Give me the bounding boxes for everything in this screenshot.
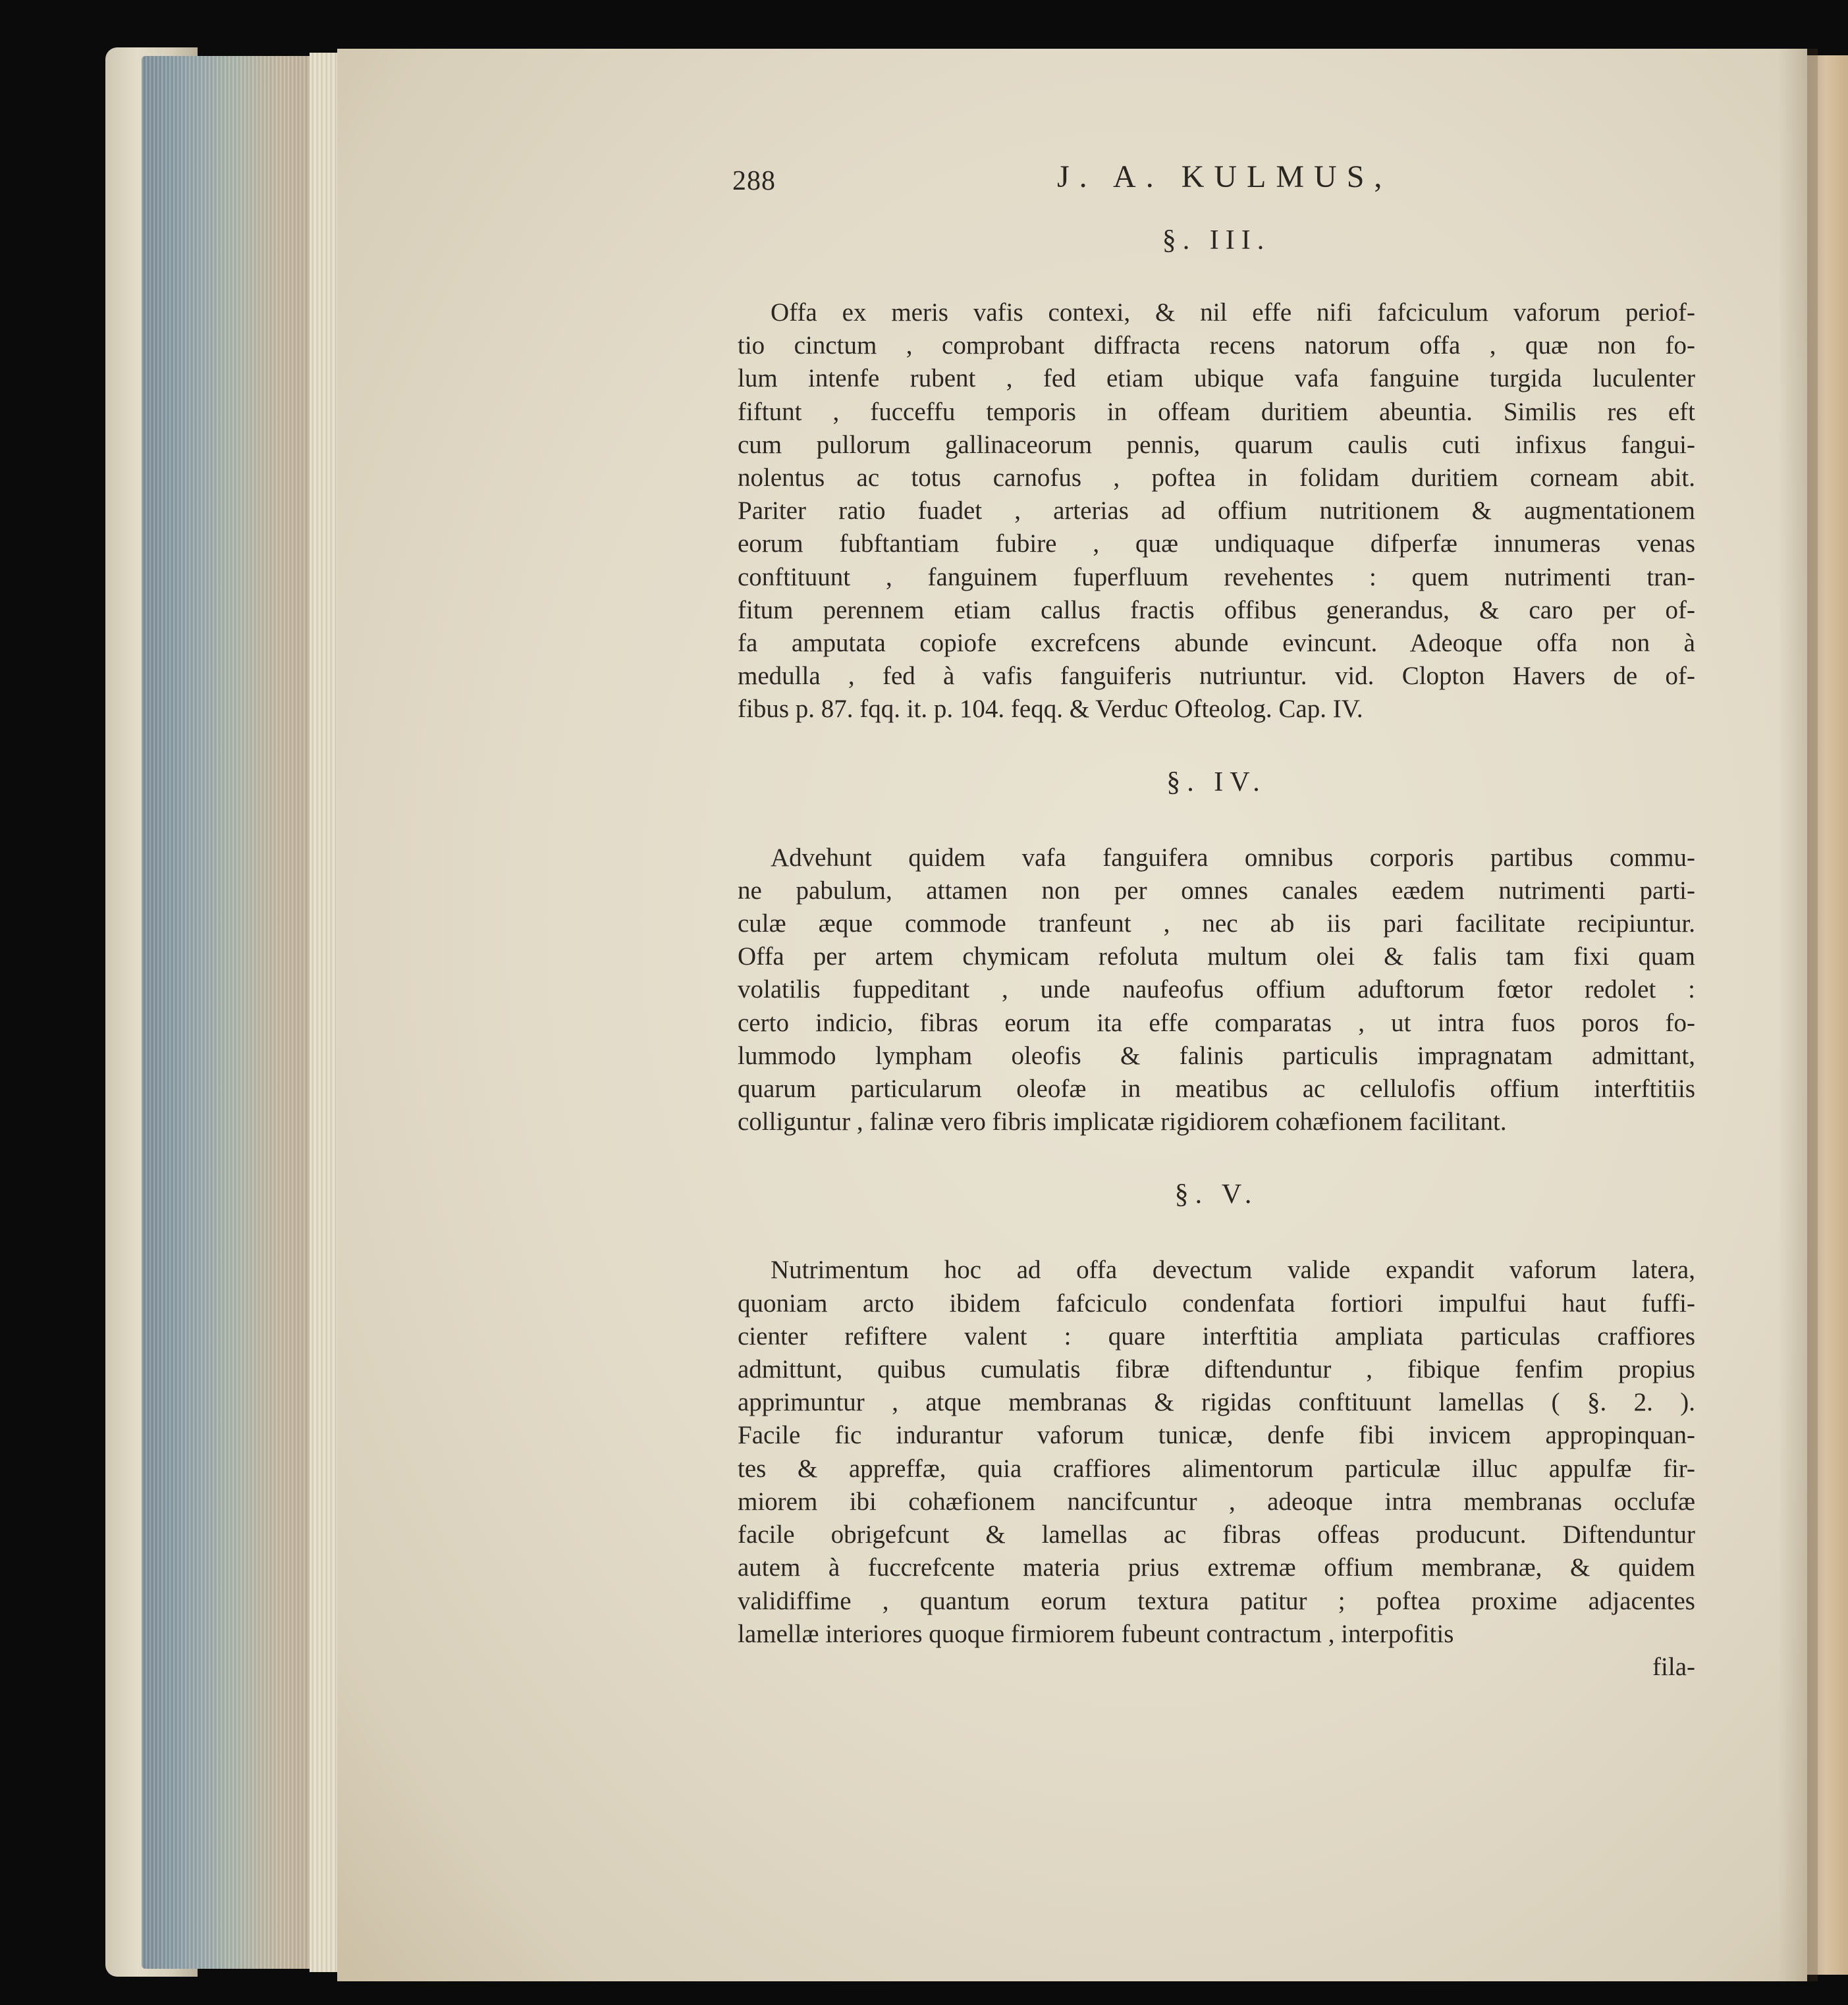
s4-line: lummodo lympham oleofis & falinis particulis impragnatam admittant, — [738, 1041, 1695, 1070]
section-3-title: §. III. — [1162, 225, 1271, 255]
s3-line: lum intenfe rubent , fed etiam ubique vafa fanguine turgida luculenter — [738, 364, 1695, 393]
s4-line: Offa per artem chymicam refoluta multum olei & falis tam fixi quam — [738, 942, 1695, 971]
s5-line: cienter refiftere valent : quare interftitia ampliata particulas craffiores — [738, 1322, 1695, 1350]
s5-line: quoniam arcto ibidem fafciculo condenfata fortiori impulfui haut fuffi- — [738, 1289, 1695, 1318]
s4-line: certo indicio, fibras eorum ita effe comparatas , ut intra fuos poros fo- — [738, 1008, 1695, 1037]
s3-line: fibus p. 87. fqq. it. p. 104. feqq. & Verduc Ofteolog. Cap. IV. — [738, 695, 1363, 724]
section-5-title: §. V. — [1174, 1179, 1259, 1210]
s3-line: Offa ex meris vafis contexi, & nil effe nifi fafciculum vaforum periof- — [771, 298, 1695, 327]
section-4-title: §. IV. — [1166, 766, 1266, 797]
s5-line: validiffime , quantum eorum textura patitur ; poftea proxime adjacentes — [738, 1586, 1695, 1615]
page-text — [732, 159, 1695, 1684]
s3-line: medulla , fed à vafis fanguiferis nutriuntur. vid. Clopton Havers de of- — [738, 662, 1695, 691]
s5-line: Nutrimentum hoc ad offa devectum valide expandit vaforum latera, — [771, 1256, 1695, 1285]
s3-line: fa amputata copiofe excrefcens abunde evincunt. Adeoque offa non à — [738, 629, 1695, 658]
gutter-shadow — [1778, 49, 1818, 1981]
s4-line: volatilis fuppeditant , unde naufeofus offium aduftorum fœtor redolet : — [738, 975, 1695, 1004]
s3-line: tio cinctum , comprobant diffracta recens natorum offa , quæ non fo- — [738, 331, 1695, 360]
s4-line: Advehunt quidem vafa fanguifera omnibus corporis partibus commu- — [771, 843, 1695, 872]
running-head-title: J. A. KULMUS, — [1057, 159, 1392, 194]
s5-line: admittunt, quibus cumulatis fibræ diftenduntur , fibique fenfim propius — [738, 1355, 1695, 1384]
s5-line: miorem ibi cohæfionem nancifcuntur , adeoque intra membranas occlufæ — [738, 1487, 1695, 1516]
s5-line: facile obrigefcunt & lamellas ac fibras offeas producunt. Diftenduntur — [738, 1520, 1695, 1549]
s3-line: fiftunt , fucceffu temporis in offeam duritiem abeuntia. Similis res eft — [738, 397, 1695, 426]
s3-line: cum pullorum gallinaceorum pennis, quarum caulis cuti infixus fangui- — [738, 430, 1695, 459]
section-4-body — [738, 842, 1695, 1139]
page-number: 288 — [732, 166, 776, 196]
s5-line: Facile fic indurantur vaforum tunicæ, denfe fibi invicem appropinquan- — [738, 1421, 1695, 1450]
running-head — [732, 159, 1695, 211]
s5-line: tes & appreffæ, quia craffiores alimentorum particulæ illuc appulfæ fir- — [738, 1454, 1695, 1483]
s5-line: autem à fuccrefcente materia prius extremæ offium membranæ, & quidem — [738, 1553, 1695, 1582]
catchword: fila- — [1652, 1652, 1695, 1681]
s3-line: eorum fubftantiam fubire , quæ undiquaque difperfæ innumeras venas — [738, 529, 1695, 558]
s4-line: quarum particularum oleofæ in meatibus ac cellulofis offium interftitiis — [738, 1075, 1695, 1104]
section-5-body — [738, 1254, 1695, 1650]
s3-line: nolentus ac totus carnofus , poftea in folidam duritiem corneam abit. — [738, 464, 1695, 493]
s4-line: culæ æque commode tranfeunt , nec ab iis pari facilitate recipiuntur. — [738, 909, 1695, 938]
s5-line: apprimuntur , atque membranas & rigidas conftituunt lamellas ( §. 2. ). — [738, 1388, 1695, 1417]
s5-line: lamellæ interiores quoque firmiorem fubeunt contractum , interpofitis — [738, 1619, 1454, 1648]
s4-line: ne pabulum, attamen non per omnes canales eædem nutrimenti parti- — [738, 876, 1695, 905]
s3-line: conftituunt , fanguinem fuperfluum revehentes : quem nutrimenti tran- — [738, 562, 1695, 591]
s3-line: fitum perennem etiam callus fractis offibus generandus, & caro per of- — [738, 595, 1695, 624]
s3-line: Pariter ratio fuadet , arterias ad offium nutritionem & augmentationem — [738, 496, 1695, 525]
section-3-body — [738, 296, 1695, 726]
s4-line: colliguntur , falinæ vero fibris implicatæ rigidiorem cohæfionem facilitant. — [738, 1108, 1507, 1136]
